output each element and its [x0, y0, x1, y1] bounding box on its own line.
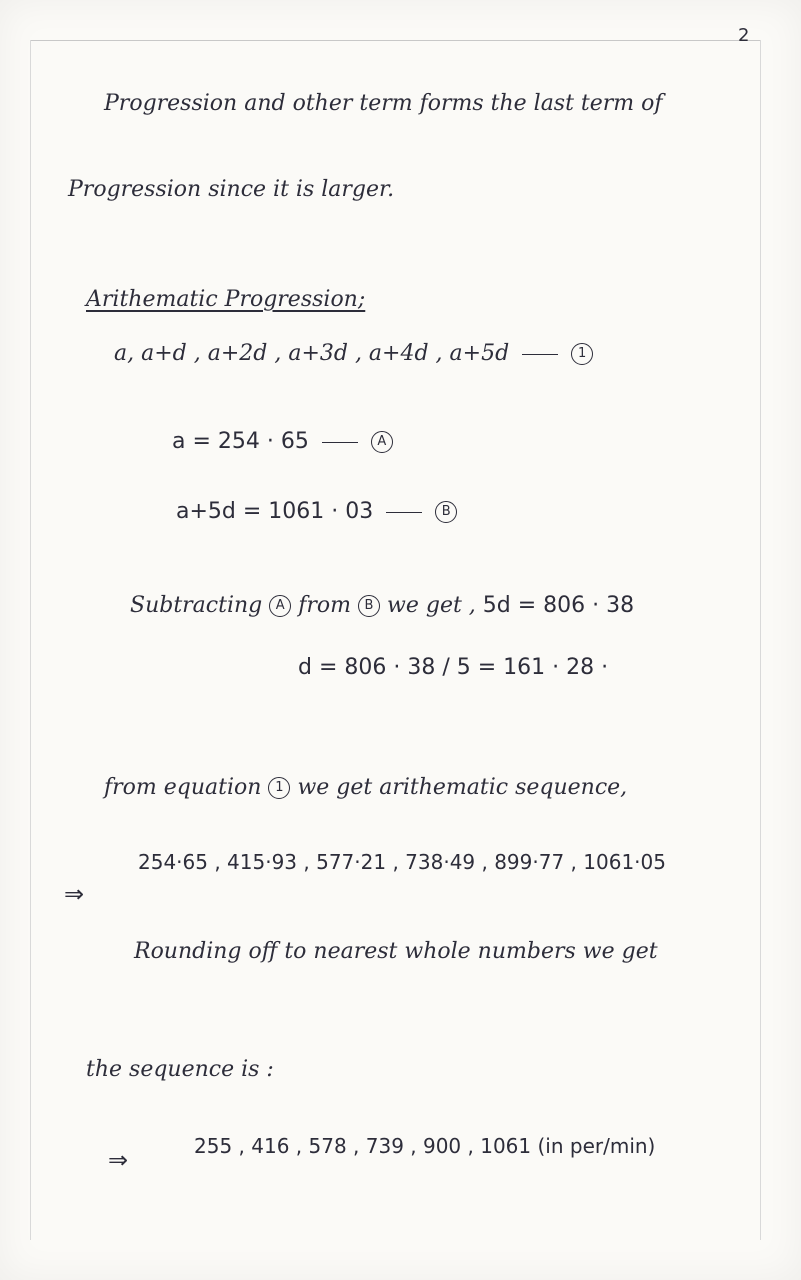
implies-arrow-1: ⇒	[64, 880, 85, 908]
top-margin-rule	[30, 40, 761, 41]
implies-arrow-2: ⇒	[108, 1146, 129, 1174]
from-word: from	[298, 593, 352, 618]
subtract-label-b: B	[358, 595, 380, 617]
dash	[322, 442, 358, 443]
subtract-word: Subtracting	[130, 593, 263, 618]
label-a: A	[371, 431, 393, 453]
line-continuation-2: Progression since it is larger.	[68, 177, 395, 202]
subtract-label-a: A	[269, 595, 291, 617]
label-b: B	[435, 501, 457, 523]
dash	[386, 512, 422, 513]
a5d-equation: a+5d = 1061 · 03	[176, 499, 374, 524]
from-equation-label: 1	[268, 777, 290, 799]
page-number: 2	[738, 25, 750, 46]
rounded-sequence: 255 , 416 , 578 , 739 , 900 , 1061 (in per/min)	[194, 1134, 656, 1158]
general-sequence: a, a+d , a+2d , a+3d , a+4d , a+5d	[114, 341, 510, 366]
we-get-word: we get ,	[387, 593, 476, 618]
sequence-is-line: the sequence is :	[86, 1057, 274, 1082]
a-equation: a = 254 · 65	[172, 429, 309, 454]
line-continuation-1: Progression and other term forms the last term of	[104, 91, 663, 116]
dash	[522, 354, 558, 355]
rounding-line: Rounding off to nearest whole numbers we get	[134, 939, 658, 964]
left-margin-rule	[30, 40, 31, 1240]
general-sequence-line	[114, 340, 593, 368]
from-equation-text: from equation	[104, 775, 262, 800]
section-heading: Arithematic Progression;	[86, 287, 366, 312]
d-equation: d = 806 · 38 / 5 = 161 · 28 ·	[298, 655, 609, 680]
equation-label-1: 1	[571, 343, 593, 365]
a-equation-line	[172, 428, 393, 456]
right-margin-rule	[760, 40, 761, 1240]
subtract-result: 5d = 806 · 38	[482, 593, 635, 618]
from-equation-line	[104, 774, 627, 802]
subtraction-line	[130, 592, 634, 620]
a5d-equation-line	[176, 498, 457, 526]
from-equation-text-2: we get arithematic sequence,	[297, 775, 628, 800]
decimal-sequence: 254·65 , 415·93 , 577·21 , 738·49 , 899·77 , 1061·05	[138, 850, 666, 874]
